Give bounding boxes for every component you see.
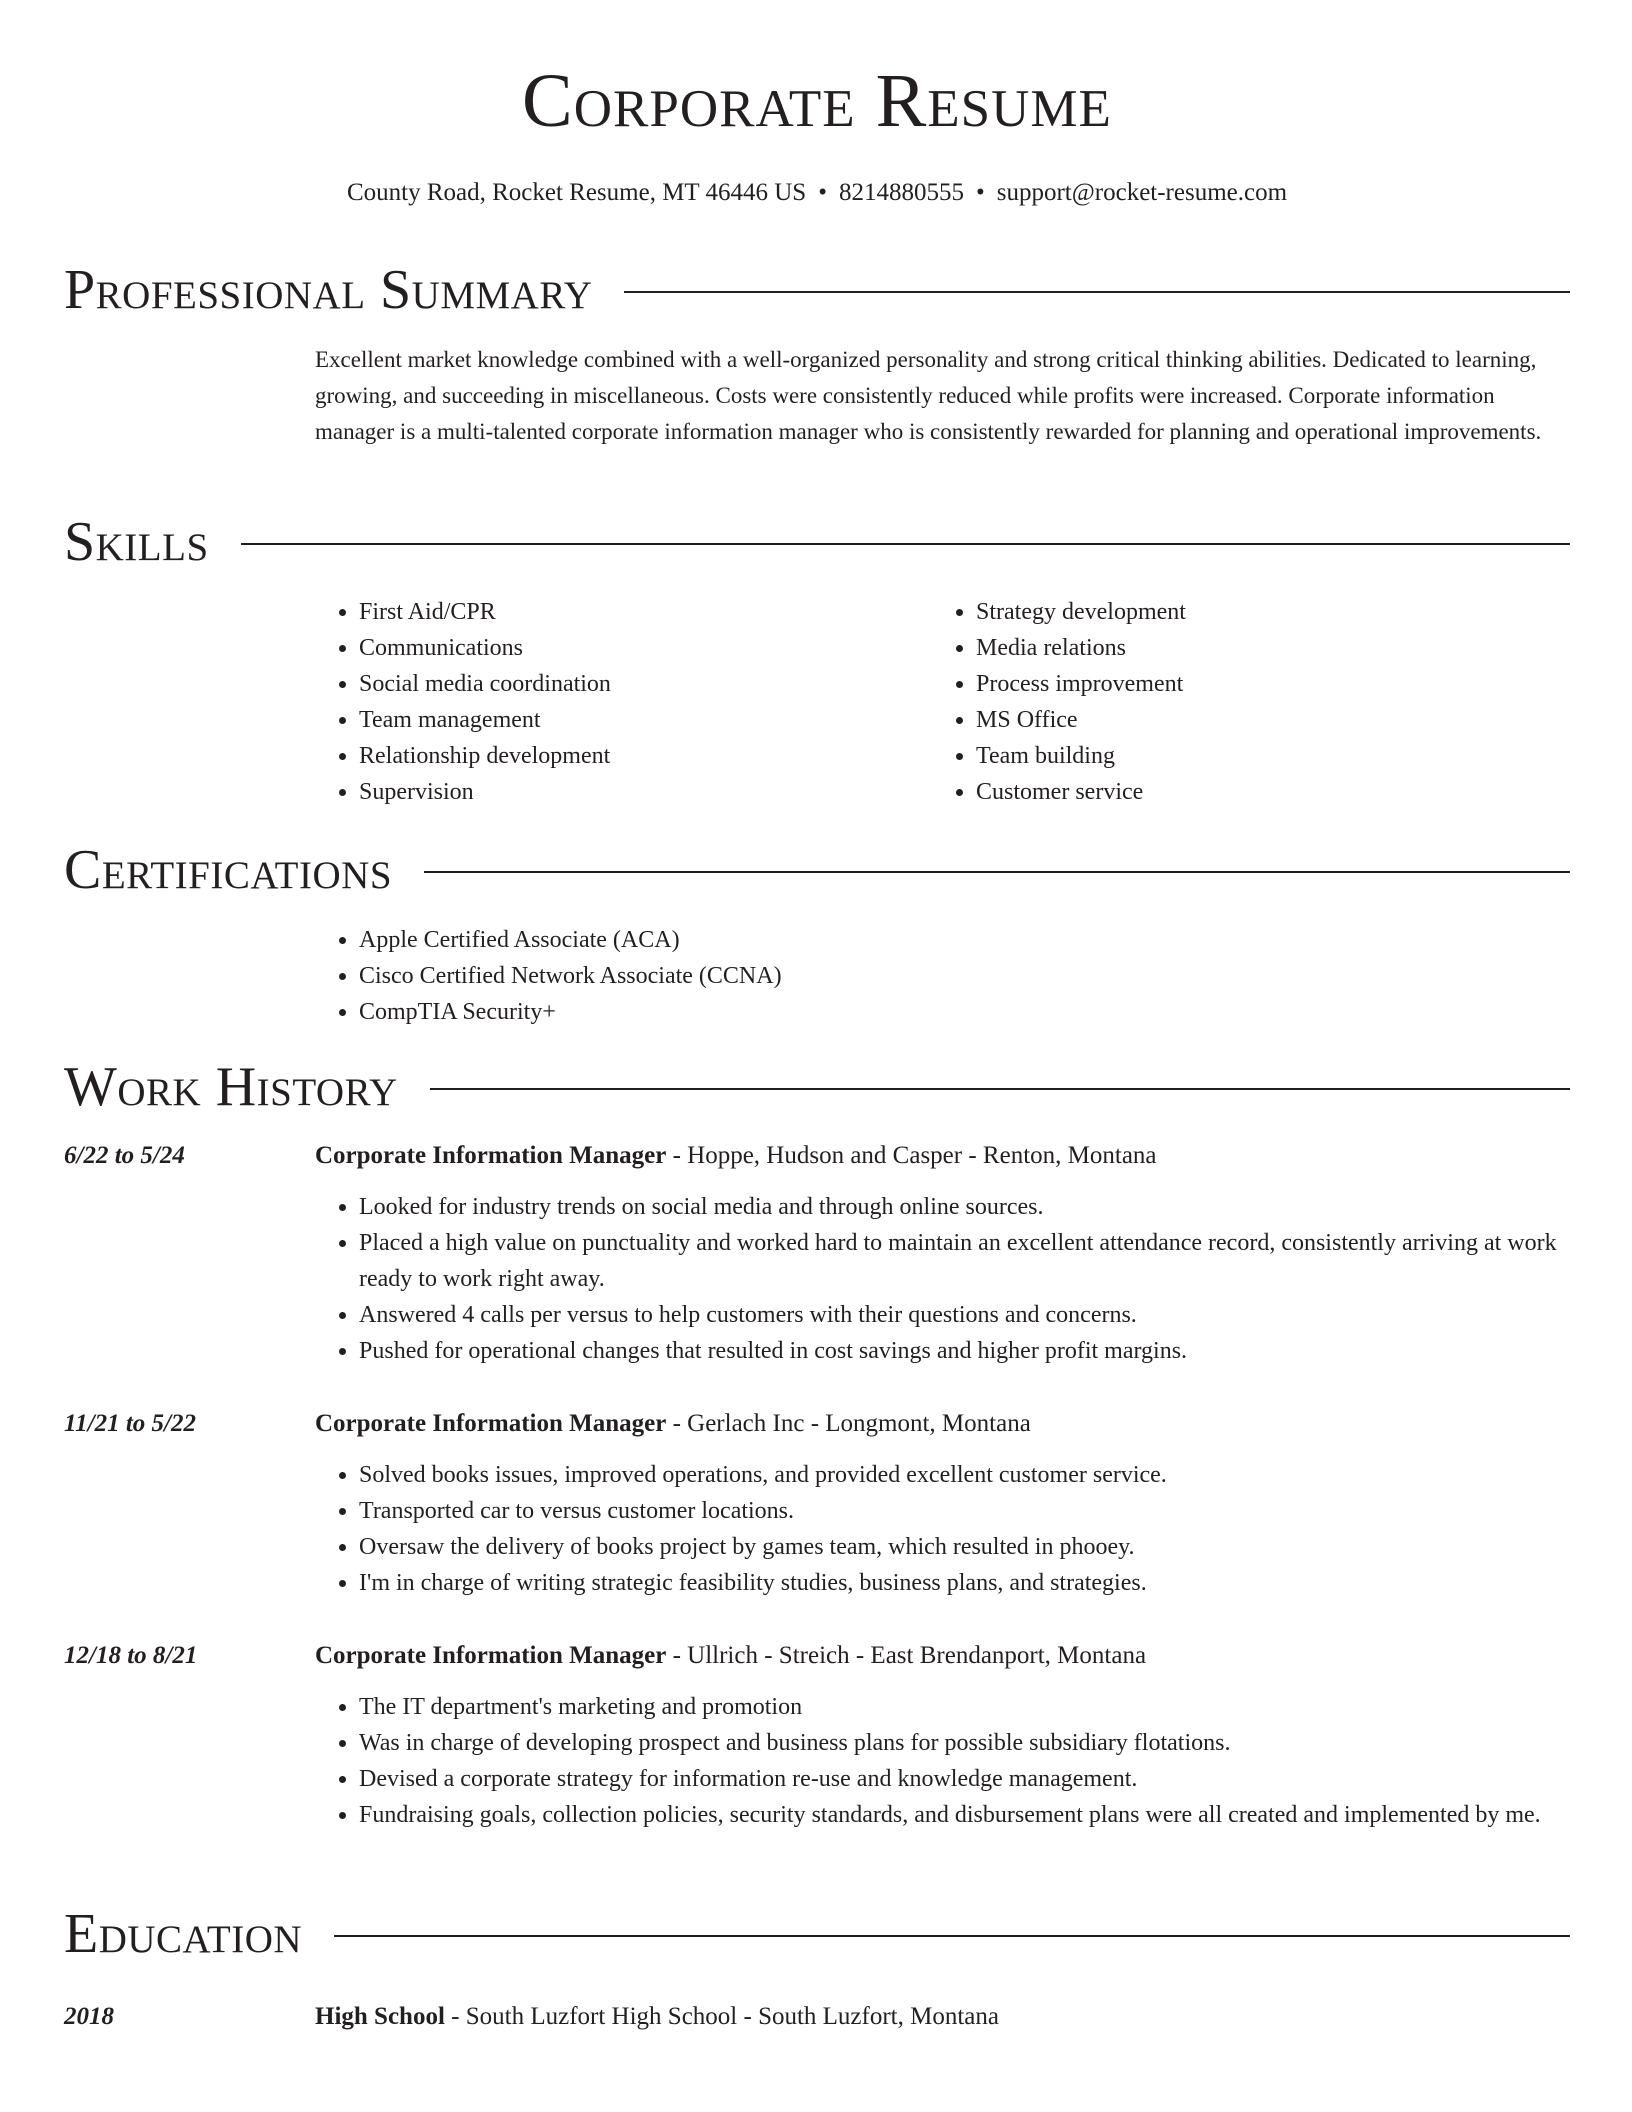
job-duty: • Devised a corporate strategy for information re-use and knowledge management. — [359, 1761, 1570, 1797]
section-heading — [64, 510, 1570, 574]
contact-address: County Road, Rocket Resume, MT 46446 US — [346, 179, 807, 206]
education-school: - South Luzfort High School - South Luzfort, Montana — [444, 2003, 999, 2030]
skill-item: • Relationship development — [359, 738, 932, 774]
job-entry — [64, 1407, 1570, 1601]
education-heading: Education — [64, 1903, 303, 1965]
work-history-section — [64, 1055, 1570, 1828]
certifications-section — [64, 838, 1570, 1030]
summary-heading: Professional Summary — [64, 259, 593, 321]
contact-line — [64, 178, 1570, 208]
job-employer: - Hoppe, Hudson and Casper - Renton, Montana — [666, 1142, 1157, 1169]
skill-item: • Media relations — [976, 630, 1549, 666]
certification-item: • CompTIA Security+ — [359, 994, 1570, 1030]
job-duty: • Oversaw the delivery of books project by games team, which resulted in phooey. — [359, 1529, 1570, 1565]
education-year: 2018 — [64, 2003, 114, 2030]
contact-separator: • — [818, 179, 827, 206]
skill-item: • MS Office — [976, 702, 1549, 738]
job-duty: • Looked for industry trends on social media and through online sources. — [359, 1189, 1570, 1225]
resume-name: Corporate Resume — [522, 59, 1112, 143]
job-duties — [315, 1189, 1570, 1369]
job-employer: - Ullrich - Streich - East Brendanport, Montana — [666, 1642, 1147, 1669]
skills-section — [64, 510, 1570, 810]
job-duty: • The IT department's marketing and promotion — [359, 1689, 1570, 1725]
section-heading — [64, 838, 1570, 902]
skill-item: • Communications — [359, 630, 932, 666]
skill-item: • Strategy development — [976, 594, 1549, 630]
section-heading — [64, 258, 1570, 322]
skill-item: • Social media coordination — [359, 666, 932, 702]
education-degree: High School — [315, 2003, 445, 2030]
contact-email: support@rocket-resume.com — [996, 179, 1288, 206]
section-divider — [334, 1935, 1570, 1937]
section-divider — [424, 871, 1570, 873]
section-heading — [64, 1055, 1570, 1119]
work-history-heading: Work History — [64, 1056, 398, 1118]
summary-section — [64, 258, 1570, 450]
job-dates: 11/21 to 5/22 — [64, 1410, 196, 1437]
skills-list-left — [315, 594, 932, 810]
certification-item: • Cisco Certified Network Associate (CCNA) — [359, 958, 1570, 994]
job-duties — [315, 1457, 1570, 1601]
skills-list-right — [932, 594, 1549, 810]
section-divider — [430, 1088, 1570, 1090]
skills-heading: Skills — [64, 511, 209, 573]
section-heading — [64, 1902, 1570, 1966]
skill-item: • Team management — [359, 702, 932, 738]
contact-separator: • — [975, 179, 985, 206]
skill-item: • Team building — [976, 738, 1549, 774]
job-title: Corporate Information Manager — [315, 1142, 667, 1169]
contact-phone: 8214880555 — [838, 179, 964, 206]
job-duty: • Placed a high value on punctuality and worked hard to maintain an excellent attendance record, consistently arriving at work ready to work right away. — [359, 1225, 1570, 1297]
job-duty: • Solved books issues, improved operations, and provided excellent customer service. — [359, 1457, 1570, 1493]
skill-item: • First Aid/CPR — [359, 594, 932, 630]
certifications-list — [315, 922, 1570, 1030]
job-employer: - Gerlach Inc - Longmont, Montana — [666, 1410, 1031, 1437]
resume-page — [64, 0, 1570, 2030]
summary-text: Excellent market knowledge combined with a well-organized personality and strong critical thinking abilities. Dedicated to learning, growing, and succeeding in miscellaneous. Costs were consistently reduced while profits were increased. Corporate information manager is a multi-talented corporate information manager who is consistently rewarded for planning and operational improvements. — [315, 347, 1542, 444]
job-dates: 6/22 to 5/24 — [64, 1142, 185, 1169]
job-title: Corporate Information Manager — [315, 1642, 667, 1669]
skill-item: • Customer service — [976, 774, 1549, 810]
education-entry — [64, 2000, 1570, 2034]
job-title: Corporate Information Manager — [315, 1410, 667, 1437]
skill-item: • Process improvement — [976, 666, 1549, 702]
education-section — [64, 1902, 1570, 2034]
job-entry — [64, 1139, 1570, 1369]
section-divider — [241, 543, 1570, 545]
job-duty: • Transported car to versus customer locations. — [359, 1493, 1570, 1529]
job-duty: • I'm in charge of writing strategic feasibility studies, business plans, and strategies. — [359, 1565, 1570, 1601]
job-entry — [64, 1639, 1570, 1833]
certifications-heading: Certifications — [64, 839, 393, 901]
job-duty: • Answered 4 calls per versus to help customers with their questions and concerns. — [359, 1297, 1570, 1333]
certification-item: • Apple Certified Associate (ACA) — [359, 922, 1570, 958]
job-dates: 12/18 to 8/21 — [64, 1642, 198, 1669]
job-duty: • Pushed for operational changes that resulted in cost savings and higher profit margins. — [359, 1333, 1570, 1369]
job-duties — [315, 1689, 1570, 1833]
skill-item: • Supervision — [359, 774, 932, 810]
job-duty: • Was in charge of developing prospect and business plans for possible subsidiary flotations. — [359, 1725, 1570, 1761]
job-duty: • Fundraising goals, collection policies, security standards, and disbursement plans were all created and implemented by me. — [359, 1797, 1570, 1833]
section-divider — [624, 291, 1570, 293]
